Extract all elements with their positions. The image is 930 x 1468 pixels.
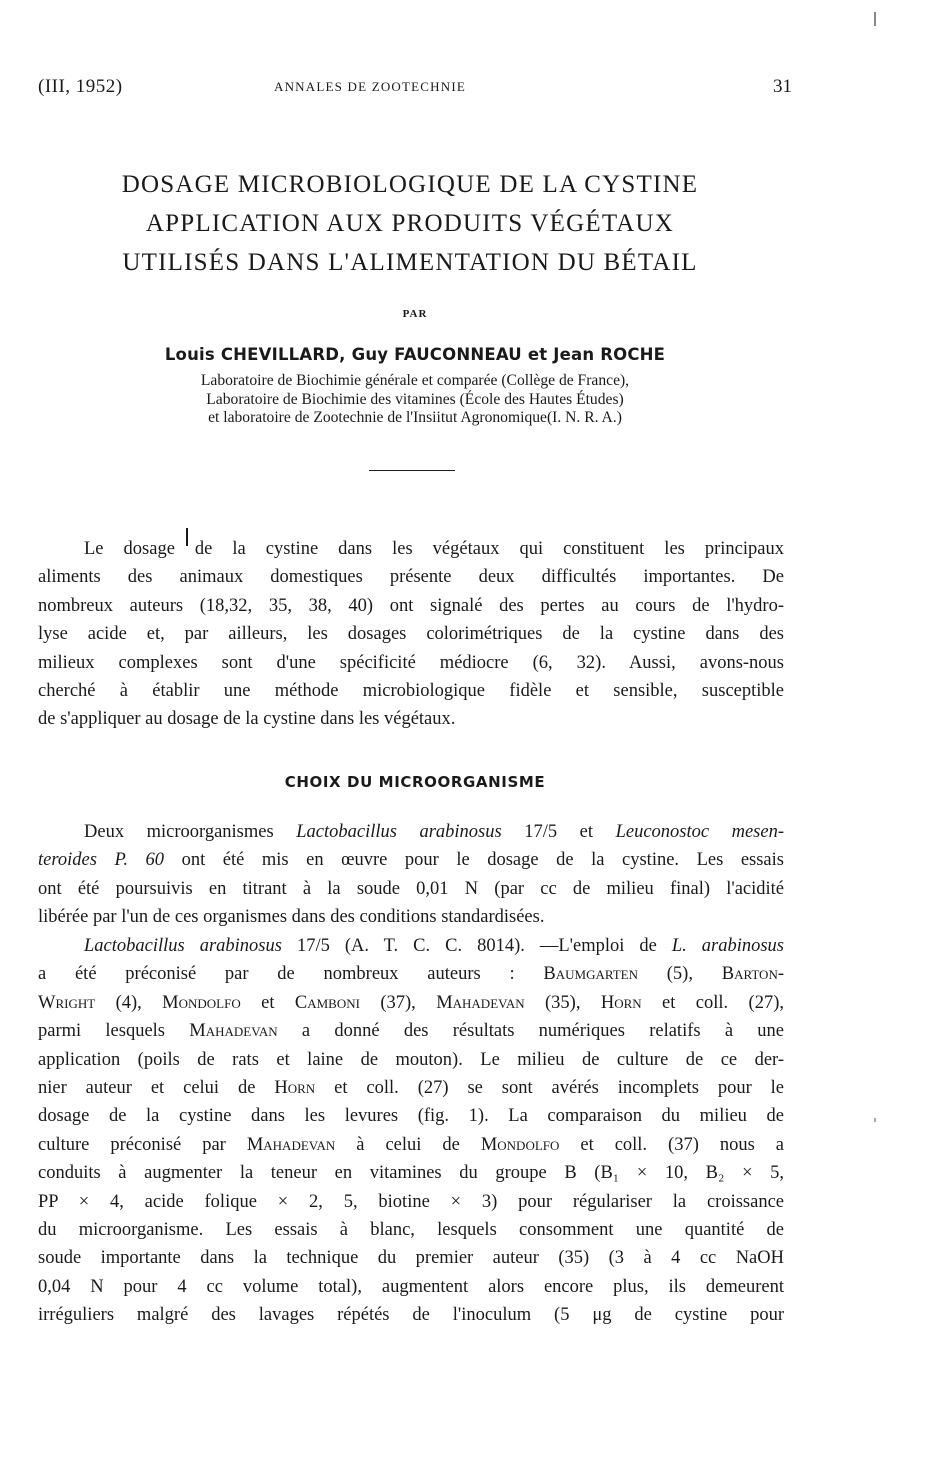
text-line: 0,04 N pour 4 cc volume total), augmentent alors encore plus, ils demeurent [38, 1276, 784, 1297]
text-line: lyse acide et, par ailleurs, les dosages colorimétriques de la cystine dans des [38, 624, 784, 645]
text-line: nier auteur et celui de Horn et coll. (27) se sont avérés incomplets pour le [38, 1078, 785, 1099]
journal-name: ANNALES DE ZOOTECHNIE [274, 79, 467, 94]
title-divider [369, 470, 455, 471]
paragraph-microorganisms [38, 818, 784, 932]
text-line: milieux complexes sont d'une spécificité médiocre (6, 32). Aussi, avons-nous [38, 652, 784, 673]
affiliations [0, 372, 830, 428]
title-line: APPLICATION AUX PRODUITS VÉGÉTAUX [145, 210, 675, 237]
text-line: dosage de la cystine dans les levures (fig. 1). La comparaison du milieu de [38, 1106, 784, 1127]
title-line: UTILISÉS DANS L'ALIMENTATION DU BÉTAIL [122, 249, 698, 276]
text-line: Wright (4), Mondolfo et Camboni (37), Mahadevan (35), Horn et coll. (27), [38, 992, 785, 1013]
text-line: Le dosage de la cystine dans les végétaux qui constituent les principaux [84, 539, 784, 559]
scan-mark [874, 1118, 876, 1122]
section-heading: CHOIX DU MICROORGANISME [284, 773, 546, 791]
text-line: du microorganisme. Les essais à blanc, lesquels consomment une quantité de [38, 1220, 784, 1241]
text-line: cherché à établir une méthode microbiologique fidèle et sensible, susceptible [38, 681, 784, 702]
text-line: a été préconisé par de nombreux auteurs : Baumgarten (5), Barton- [38, 964, 784, 985]
text-line: Lactobacillus arabinosus 17/5 (A. T. C. C. 8014). —L'emploi de L. arabinosus [84, 936, 784, 956]
text-line: ont été poursuivis en titrant à la soude 0,01 N (par cc de milieu final) l'acidité [38, 878, 784, 899]
title-line: DOSAGE MICROBIOLOGIQUE DE LA CYSTINE [121, 171, 699, 198]
volume-label: (III, 1952) [38, 76, 123, 97]
affiliation-line: Laboratoire de Biochimie des vitamines (École des Hautes Études) [206, 390, 624, 408]
text-line: culture préconisé par Mahadevan à celui de Mondolfo et coll. (37) nous a [38, 1134, 785, 1155]
text-line: aliments des animaux domestiques présente deux difficultés importantes. De [38, 567, 784, 588]
text-line: teroides P. 60 ont été mis en œuvre pour le dosage de la cystine. Les essais [38, 850, 784, 871]
text-line: soude importante dans la technique du premier auteur (35) (3 à 4 cc NaOH [38, 1248, 784, 1269]
affiliation-line: Laboratoire de Biochimie générale et comparée (Collège de France), [200, 372, 630, 389]
text-line: irréguliers malgré des lavages répétés de l'inoculum (5 μg de cystine pour [38, 1305, 784, 1326]
byline-par: PAR [402, 308, 428, 320]
text-line: application (poils de rats et laine de mouton). Le milieu de culture de ce der- [38, 1049, 784, 1070]
scan-mark [874, 12, 876, 26]
intro-paragraph [38, 535, 784, 734]
text-line: PP × 4, acide folique × 2, 5, biotine × 3) pour régulariser la croissance [38, 1191, 784, 1212]
text-line: Deux microorganismes Lactobacillus arabinosus 17/5 et Leuconostoc mesen- [84, 822, 784, 842]
text-line: de s'appliquer au dosage de la cystine dans les végétaux. [38, 709, 456, 730]
text-line: parmi lesquels Mahadevan a donné des résultats numériques relatifs à une [38, 1021, 784, 1042]
text-line: conduits à augmenter la teneur en vitamines du groupe B (B₁ × 10, B₂ × 5, [38, 1163, 784, 1184]
affiliation-line: et laboratoire de Zootechnie de l'Insiitut Agronomique(I. N. R. A.) [208, 409, 622, 426]
text-line: nombreux auteurs (18,32, 35, 38, 40) ont signalé des pertes au cours de l'hydro- [38, 595, 784, 616]
article-title [60, 165, 760, 282]
text-line: libérée par l'un de ces organismes dans des conditions standardisées. [38, 907, 545, 928]
page-number: 31 [773, 76, 792, 97]
authors: Louis CHEVILLARD, Guy FAUCONNEAU et Jean ROCHE [164, 345, 666, 364]
paragraph-lactobacillus [38, 932, 784, 1330]
running-head [38, 76, 792, 100]
